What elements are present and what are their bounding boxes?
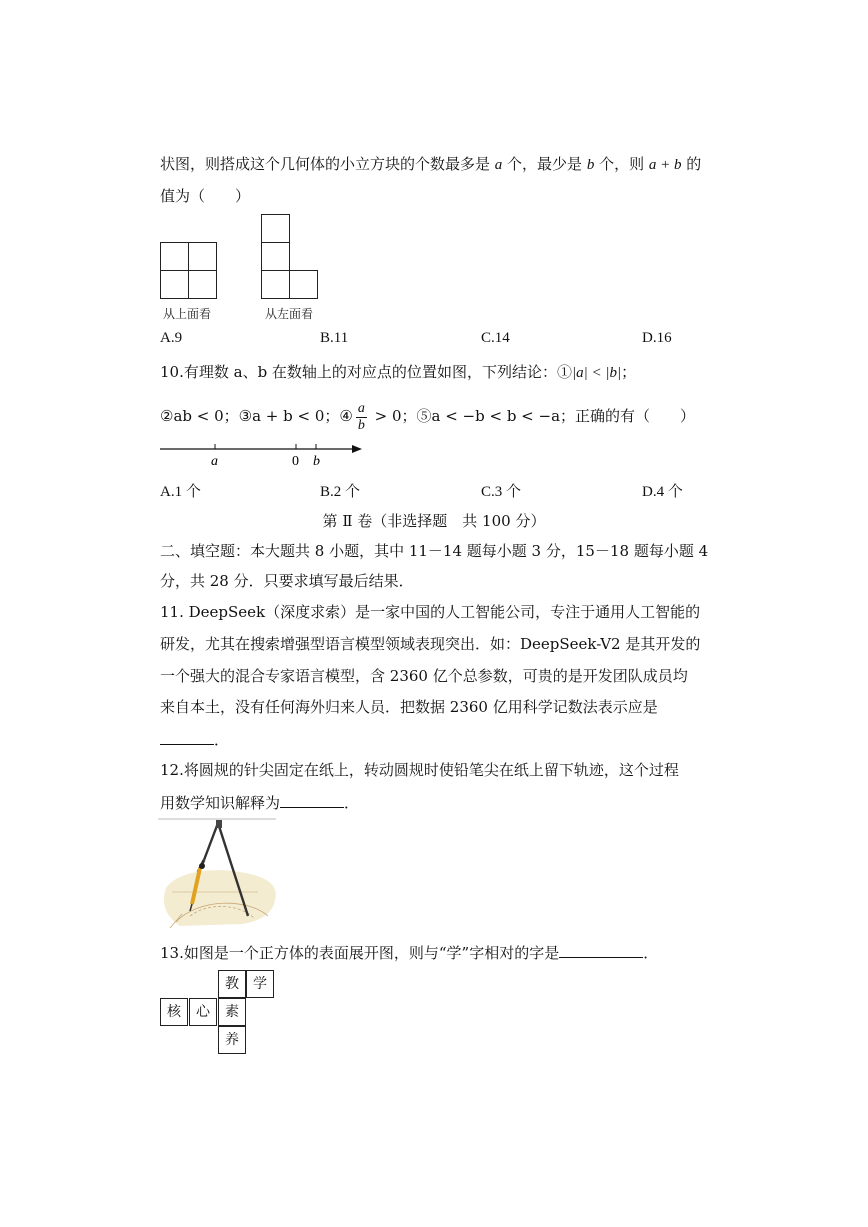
q10-line1: 10.有理数 a、b 在数轴上的对应点的位置如图，下列结论：①|a| < |b|； [160,363,637,381]
top-view-figure [160,242,218,300]
compass-illustration [158,818,280,930]
q11-line3: 一个强大的混合专家语言模型，含 2360 亿个总参数，可贵的是开发团队成员均 [160,667,688,685]
q9-line2: 值为（ ） [160,187,251,205]
q12-line1: 12.将圆规的针尖固定在纸上，转动圆规时使铅笔尖在纸上留下轨迹，这个过程 [160,761,679,779]
q9-option-d[interactable]: D.16 [642,330,672,346]
q11-answer-blank[interactable] [160,728,214,745]
q9-line1: 状图，则搭成这个几何体的小立方块的个数最多是 a 个，最少是 b 个，则 a + b 的 [160,155,702,173]
q11-line4: 来自本土，没有任何海外归来人员．把数据 2360 亿用科学记数法表示应是 [160,698,658,716]
axis-label-zero: 0 [292,454,299,469]
q11-answer-line: ． [160,728,229,750]
axis-label-a: a [211,454,218,469]
q11-line1: 11. DeepSeek（深度求索）是一家中国的人工智能公司，专注于通用人工智能的 [160,603,701,621]
section-intro-line1: 二、填空题：本大题共 8 小题，其中 11－14 题每小题 3 分，15－18 题每小题 4 [160,542,709,560]
net-cell-xin: 心 [189,998,217,1026]
q13-answer-blank[interactable] [559,941,643,958]
top-view-caption: 从上面看 [163,307,212,321]
q10-line2: ②ab < 0；③a + b < 0；④ $\frac{a}{b}$ > 0；⑤a < −b < b < −a；正确的有（ ） [160,400,696,433]
q11-line2: 研发，尤其在搜索增强型语言模型领域表现突出．如：DeepSeek-V2 是其开发的 [160,635,701,653]
q12-answer-blank[interactable] [280,791,344,808]
left-view-figure [261,214,321,300]
q9-option-c[interactable]: C.14 [481,330,510,346]
net-cell-xue: 学 [246,970,274,998]
net-cell-jiao: 教 [218,970,246,998]
q9-option-b[interactable]: B.11 [320,330,349,346]
fraction-a-over-b: $\frac{a}{b}$ [357,400,365,433]
net-cell-he: 核 [160,998,188,1026]
q10-option-c[interactable]: C.3 个 [481,484,522,500]
q13-line: 13.如图是一个正方体的表面展开图，则与“学”字相对的字是 ． [160,941,658,963]
net-cell-yang: 养 [218,1026,246,1054]
net-cell-su: 素 [218,998,246,1026]
section-title: 第 Ⅱ 卷（非选择题 共 100 分） [322,512,546,530]
q12-line2: 用数学知识解释为 ． [160,791,359,813]
section-intro-line2: 分，共 28 分．只要求填写最后结果． [160,572,414,590]
axis-label-b: b [313,454,320,469]
q10-option-a[interactable]: A.1 个 [160,484,201,500]
left-view-caption: 从左面看 [265,307,314,321]
q10-option-d[interactable]: D.4 个 [642,484,683,500]
q9-option-a[interactable]: A.9 [160,330,183,346]
q10-option-b[interactable]: B.2 个 [320,484,361,500]
cube-net [160,970,278,1056]
number-line [158,438,368,470]
